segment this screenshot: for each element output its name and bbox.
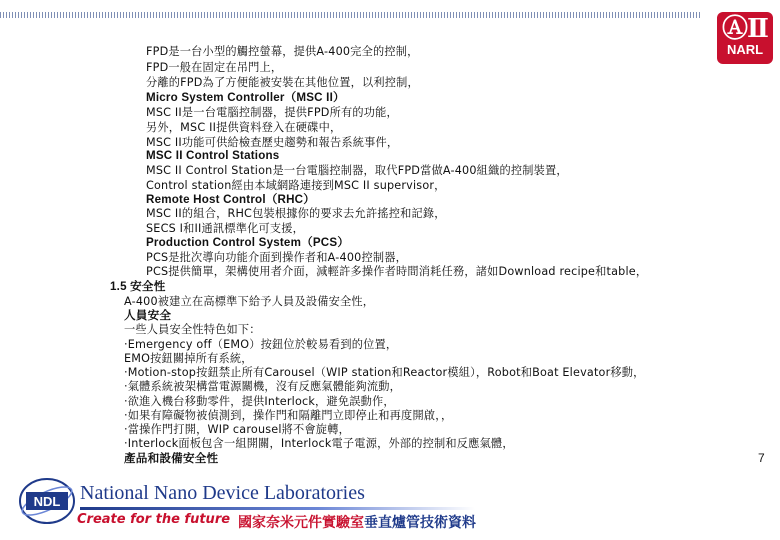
section-heading: 1.5 安全性 bbox=[110, 280, 166, 293]
section-heading: Micro System Controller（MSC II） bbox=[146, 91, 345, 104]
bullet-item: ‧Emergency off（EMO）按鈕位於較易看到的位置， bbox=[124, 338, 398, 351]
text-line: 分離的FPD為了方便能被安裝在其他位置，以利控制， bbox=[146, 76, 419, 89]
bullet-item: EMO按鈕關掉所有系統， bbox=[124, 352, 253, 365]
section-heading: 人員安全 bbox=[124, 309, 172, 322]
organization-name: National Nano Device Laboratories bbox=[80, 482, 365, 504]
text-line: 另外，MSC II提供資料登入在硬碟中， bbox=[146, 121, 342, 134]
section-heading: MSC II Control Stations bbox=[146, 149, 280, 162]
section-heading: Production Control System（PCS） bbox=[146, 236, 350, 249]
bullet-item: ‧Interlock面板包含一組開關，Interlock電子電源，外部的控制和反應氣體， bbox=[124, 437, 514, 450]
text-line: MSC II功能可供給檢查歷史趨勢和報告系統事件， bbox=[146, 136, 399, 149]
bullet-item: ‧當操作門打開，WIP carousel將不會旋轉， bbox=[124, 423, 350, 436]
page-number: 7 bbox=[758, 451, 765, 465]
section-heading: Remote Host Control（RHC） bbox=[146, 193, 316, 206]
text-line: FPD一般在固定在吊門上， bbox=[146, 61, 283, 74]
bullet-item: ‧氣體系統被架構當電源關機，沒有反應氣體能夠流動， bbox=[124, 380, 402, 393]
text-line: A-400被建立在高標準下給予人員及設備安全性， bbox=[124, 295, 375, 308]
ndl-logo-text: NDL bbox=[33, 494, 61, 509]
text-line: MSC II是一台電腦控制器，提供FPD所有的功能， bbox=[146, 106, 398, 119]
text-line: Control station經由本域網路連接到MSC II supervisor， bbox=[146, 179, 446, 192]
narl-logo-mark: ⒶⅡ bbox=[722, 14, 768, 44]
slogan: Create for the future bbox=[77, 512, 231, 527]
text-line: SECS I和II通訊標準化可支援， bbox=[146, 222, 305, 235]
text-line: MSC II Control Station是一台電腦控制器，取代FPD當做A-400組織的控制裝置， bbox=[146, 164, 568, 177]
footer-chinese-title bbox=[238, 512, 476, 532]
text-line: MSC II的組合，RHC包裝根據你的要求去允許搖控和記錄， bbox=[146, 207, 446, 220]
bullet-item: ‧Motion-stop按鈕禁止所有Carousel（WIP station和Reactor模組），Robot和Boat Elevator移動， bbox=[124, 366, 645, 379]
footer-cn-org: 國家奈米元件實驗室 bbox=[238, 515, 364, 531]
bullet-item: ‧如果有障礙物被偵測到，操作門和隔離門立即停止和再度開啟，， bbox=[124, 409, 453, 422]
text-line: FPD是一台小型的觸控螢幕，提供A-400完全的控制， bbox=[146, 45, 419, 58]
narl-logo-text: NARL bbox=[726, 42, 764, 57]
footer-swoosh bbox=[80, 507, 475, 510]
text-line: PCS提供簡單，架構使用者介面，減輕許多操作者時間消耗任務，諸如Download recipe和table， bbox=[146, 265, 648, 278]
footer-cn-doc-title: 垂直爐管技術資料 bbox=[364, 515, 476, 531]
narl-logo bbox=[717, 12, 773, 64]
text-line: 一些人員安全性特色如下： bbox=[124, 323, 261, 336]
ndl-logo bbox=[18, 476, 76, 526]
section-heading: 產品和設備安全性 bbox=[124, 452, 219, 465]
text-line: PCS是批次導向功能介面到操作者和A-400控制器， bbox=[146, 251, 408, 264]
header-decorative-rule bbox=[0, 12, 700, 18]
bullet-item: ‧欲進入機台移動零件，提供Interlock，避免誤動作， bbox=[124, 395, 395, 408]
